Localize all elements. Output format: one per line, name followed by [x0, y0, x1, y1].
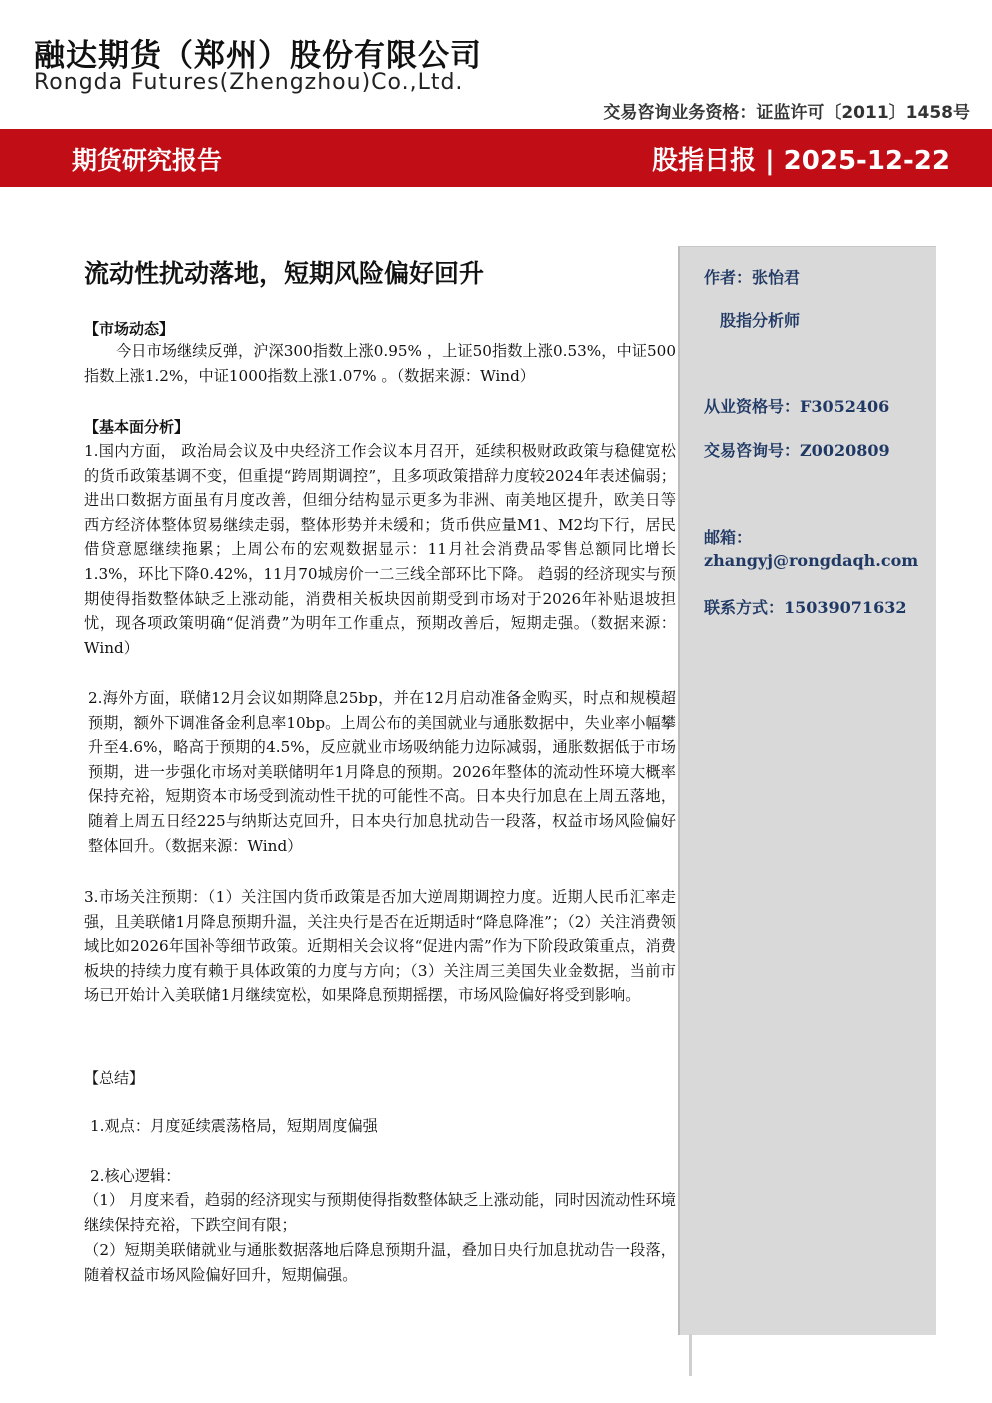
report-banner: [0, 129, 992, 187]
market-paragraph: 今日市场继续反弹，沪深300指数上涨0.95% ，上证50指数上涨0.53%，中证500指数上涨1.2%，中证1000指数上涨1.07% 。（数据来源：Wind）: [84, 342, 676, 385]
logic-point-2: （2）短期美联储就业与通胀数据落地后降息预期升温，叠加日央行加息扰动告一段落，随着权益市场风险偏好回升，短期偏强。: [84, 1241, 676, 1284]
overseas-paragraph: 2.海外方面，联储12月会议如期降息25bp，并在12月启动准备金购买，时点和规模超预期，额外下调准备金利息率10bp。上周公布的美国就业与通胀数据中，失业率小幅攀升至4.6%，略高于预期的4.5%，反应就业市场吸纳能力边际减弱，通胀数据低于市场预期，进一步强化市场对美联储明年1月降息的预期。2026年整体的流动性环境大概率保持充裕，短期资本市场受到流动性干扰的可能性不高。日本央行加息在上周五落地，随着上周五日经225与纳斯达克回升，日本央行加息扰动告一段落，权益市场风险偏好整体回升。（数据来源：Wind）: [88, 689, 676, 855]
expectation-paragraph: 3.市场关注预期：（1）关注国内货币政策是否加大逆周期调控力度。近期人民币汇率走强，且美联储1月降息预期升温，关注央行是否在近期适时“降息降准”；（2）关注消费领域比如2026年国补等细节政策。近期相关会议将“促进内需”作为下阶段政策重点，消费板块的持续力度有赖于具体政策的力度与方向；（3）关注周三美国失业金数据，当前市场已开始计入美联储1月继续宽松，如果降息预期摇摆，市场风险偏好将受到影响。: [84, 888, 676, 1005]
license-info: 交易咨询业务资格：证监许可〔2011〕1458号: [603, 103, 970, 123]
author-role: 股指分析师: [720, 311, 801, 330]
qualification-number: 从业资格号：F3052406: [704, 397, 890, 416]
logic-point-1: （1） 月度来看，趋弱的经济现实与预期使得指数整体缺乏上涨动能，同时因流动性环境继续保持充裕，下跌空间有限；: [84, 1191, 676, 1234]
market-heading: 【市场动态】: [84, 320, 175, 338]
summary-view: 1.观点：月度延续震荡格局，短期周度偏强: [90, 1117, 378, 1135]
sidebar-tail-line: [689, 1334, 692, 1376]
company-name-en: Rongda Futures(Zhengzhou)Co.,Ltd.: [34, 70, 464, 95]
company-name-cn: 融达期货（郑州）股份有限公司: [34, 38, 482, 74]
summary-heading: 【总结】: [84, 1069, 145, 1087]
report-category: 期货研究报告: [72, 146, 223, 175]
report-title: 流动性扰动落地，短期风险偏好回升: [84, 259, 485, 288]
fundamental-heading: 【基本面分析】: [84, 418, 190, 436]
email-label: 邮箱：: [704, 528, 753, 547]
logic-heading: 2.核心逻辑：: [90, 1167, 181, 1185]
author-sidebar: [678, 246, 936, 1335]
report-type-date: 股指日报 | 2025-12-22: [652, 146, 950, 176]
phone-contact: 联系方式：15039071632: [704, 598, 907, 617]
domestic-paragraph: 1.国内方面， 政治局会议及中央经济工作会议本月召开，延续积极财政政策与稳健宽松的货币政策基调不变，但重提“跨周期调控”，且多项政策措辞力度较2024年表述偏弱；进出口数据方面虽有月度改善，但细分结构显示更多为非洲、南美地区提升，欧美日等西方经济体整体贸易继续走弱，整体形势并未缓和；货币供应量M1、M2均下行，居民借贷意愿继续拖累；上周公布的宏观数据显示：11月社会消费品零售总额同比增长1.3%，环比下降0.42%，11月70城房价一二三线全部环比下降。 趋弱的经济现实与预期使得指数整体缺乏上涨动能，消费相关板块因前期受到市场对于2026年补贴退坡担忧，现各项政策明确“促消费”为明年工作重点，预期改善后，短期走强。（数据来源：Wind）: [84, 442, 676, 657]
author-name: 作者：张怡君: [704, 268, 801, 287]
email-address[interactable]: zhangyj@rongdaqh.com: [704, 551, 919, 570]
consult-number: 交易咨询号：Z0020809: [704, 441, 890, 460]
